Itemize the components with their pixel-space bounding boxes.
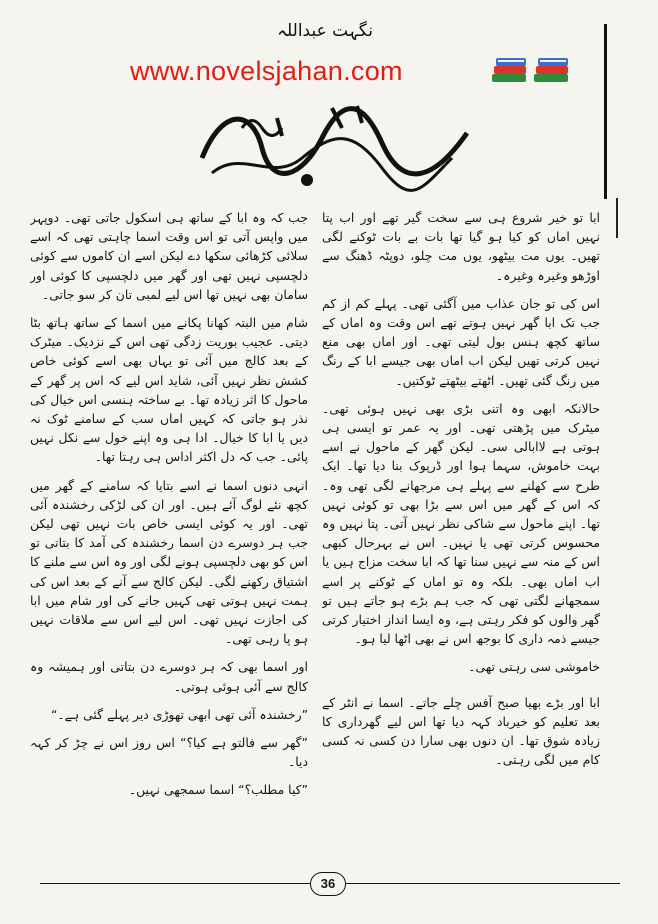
author-name: نگہت عبداللہ — [277, 21, 373, 41]
paragraph: شام میں البتہ کھانا پکانے میں اسما کے ساتھ ہاتھ بٹا دیتی۔ عجیب بوریت زدگی تھی اس کے نزدیک۔ میٹرک کے بعد کالج میں آئی تو یہاں بھی اسے کوئی خاص کشش نظر نہیں آئی، شاید اس لیے کہ اس پر گھر کے ماحول کا اثر زیادہ تھا۔ بے ساختہ ہنسی اس خیال کی نذر ہو جاتی کہ کہیں اماں سب کے سامنے ٹوک نہ دیں یا ابا کا خیال۔ ادا ہی وہ اپنے خول سے نکل نہیں پائی۔ جب کہ دل اکثر اداس ہی رہتا تھا۔ — [30, 315, 308, 465]
paragraph: حالانکہ ابھی وہ اتنی بڑی بھی نہیں ہوئی تھی۔ میٹرک میں پڑھتی تھی۔ اور یہ عمر تو ایسی ہی ہوتی ہے لاابالی سی۔ لیکن گھر کے ماحول نے اسے بہت خاموش، سہما ہوا اور ڈرپوک بنا دیا تھا۔ ایک طرح سے کھلنے سے پہلے ہی مرجھانے لگی تھی وہ۔ کہ اس کے گھر میں اس سے بڑا بھی تو کوئی نہیں تھا۔ اپنے ماحول سے شاکی نظر نہیں آتی۔ پتا نہیں وہ محسوس کرتی تھی یا نہیں۔ اس نے بہرحال کبھی اس کے منہ سے نہیں سنا تھا کہ ابا سخت مزاج ہیں یا اب اماں بھی۔ بلکہ وہ تو اماں کے ٹوکنے پر اسے سمجھانے لگتی تھی کہ جب ہم بڑے ہو جاتے ہیں تو گھر والوں کو فکر رہتی ہے، وہ ایسا انداز اختیار کرتی جیسے ذمہ داری کا بوجھ اس نے بھی اٹھا لیا ہو۔ — [322, 400, 600, 647]
paragraph: ابا تو خیر شروع ہی سے سخت گیر تھے اور اب پتا نہیں اماں کو کیا ہو گیا تھا بات بے بات ٹوکنے لگی تھیں۔ یوں مت بیٹھو، یوں مت چلو، دوپٹہ ڈھنگ سے اوڑھو وغیرہ وغیرہ۔ — [322, 210, 600, 283]
dialogue-line: ”گھر سے فالتو ہے کیا؟“ اس روز اس نے چڑ کر کہہ دیا۔ — [30, 735, 308, 770]
decorative-rule — [604, 24, 607, 199]
paragraph: ابا اور بڑے بھیا صبح آفس چلے جاتے۔ اسما نے انٹر کے بعد تعلیم کو خیرباد کہہ دیا تھا اس لیے گھرداری کا زیادہ شوق تھا۔ ان دنوں بھی سارا دن کسی نہ کسی کام میں لگی رہتی۔ — [322, 694, 600, 768]
story-title — [200, 112, 460, 202]
website-watermark[interactable]: www.novelsjahan.com — [130, 56, 403, 86]
paragraph: خاموشی سی رہتی تھی۔ — [468, 659, 600, 675]
dialogue-line: ”رخشندہ آئی تھی ابھی تھوڑی دیر پہلے گئی ہے۔“ — [50, 706, 308, 722]
paragraph: انہی دنوں اسما نے اسے بتایا کہ سامنے کے گھر میں کچھ نئے لوگ آئے ہیں۔ اور ان کی لڑکی رخشندہ آئی تھی۔ اور یہ کوئی ایسی خاص بات نہیں تھی لیکن جب ہر دوسرے دن اسما رخشندہ کی آمد کا بتاتی تو اس کو بھی دلچسپی ہونے لگی اور وہ اس سے ملنے کا اشتیاق رکھنے لگی۔ لیکن کالج سے آنے کے بعد اس کی ہمت نہیں ہوتی تھی کہیں جانے کی اور شام میں ابا کی اجازت نہیں تھی۔ اس لیے اس سے ملاقات نہیں ہو پا رہی تھی۔ — [30, 477, 308, 647]
dialogue-line: ”کیا مطلب؟“ اسما سمجھی نہیں۔ — [128, 782, 308, 798]
page-number: 36 — [310, 872, 346, 896]
paragraph: اس کی تو جان عذاب میں آگئی تھی۔ پہلے کم از کم جب تک ابا گھر نہیں ہوتے تھے اس وقت وہ اماں کے ساتھ کچھ ہنس بول لیتی تھی۔ اور اماں بھی منع نہیں کرتی تھیں لیکن اب اماں بھی جیسے ابا کے رنگ میں رنگ گئی تھیں۔ اٹھتے بیٹھتے ٹوکتیں۔ — [322, 295, 600, 388]
text-column-left — [30, 208, 308, 868]
text-column-right — [322, 208, 600, 868]
books-icon — [488, 52, 578, 88]
decorative-rule-short — [616, 198, 618, 238]
paragraph: اور اسما بھی کہ ہر دوسرے دن بتاتی اور ہمیشہ وہ کالج سے آئی ہوئی ہوتی۔ — [30, 659, 308, 694]
paragraph: جب کہ وہ ابا کے ساتھ ہی اسکول جاتی تھی۔ دوپہر میں واپس آتی تو اس وقت اسما چاہتی تھی کہ اسے سلائی کڑھائی سکھا دے لیکن اسے ان کاموں سے کوئی دلچسپی نہیں تھی اور گھر میں دلچسپی کا کوئی اور سامان بھی نہیں تھا اس لیے لمبی تان کر سو جاتی۔ — [30, 210, 308, 302]
